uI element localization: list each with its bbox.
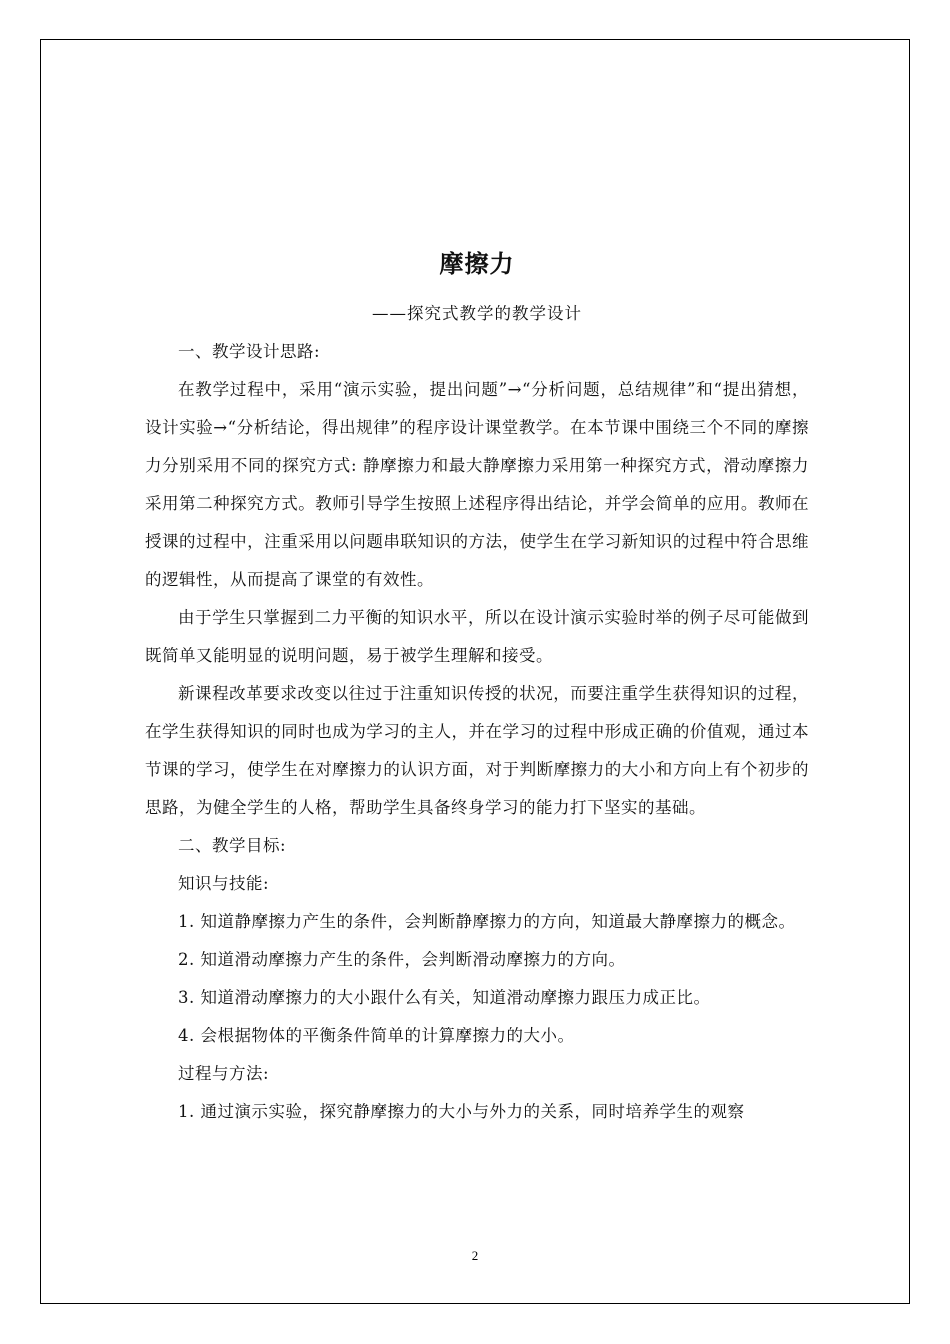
document-subtitle: ——探究式教学的教学设计 xyxy=(372,304,582,323)
section-heading: 一、教学设计思路: xyxy=(178,342,321,361)
list-item: 1. 通过演示实验，探究静摩擦力的大小与外力的关系，同时培养学生的观察 xyxy=(178,1102,745,1121)
paragraph: 新课程改革要求改变以往过于注重知识传授的状况，而要注重学生获得知识的过程，在学生获得知识的同时也成为学习的主人，并在学习的过程中形成正确的价值观，通过本节课的学习，使学生在对摩擦力的认识方面，对于判断摩擦力的大小和方向上有个初步的思路，为健全学生的人格，帮助学生具备终身学习的能力打下坚实的基础。 xyxy=(145,684,809,817)
list-item: 2. 知道滑动摩擦力产生的条件，会判断滑动摩擦力的方向。 xyxy=(178,950,626,969)
document-text xyxy=(145,333,809,1131)
list-item: 4. 会根据物体的平衡条件简单的计算摩擦力的大小。 xyxy=(178,1026,575,1045)
list-item: 3. 知道滑动摩擦力的大小跟什么有关，知道滑动摩擦力跟压力成正比。 xyxy=(178,988,711,1007)
subsection-heading: 知识与技能: xyxy=(178,874,270,893)
document-title: 摩擦力 xyxy=(439,250,515,278)
section-heading: 二、教学目标: xyxy=(178,836,287,855)
paragraph: 在教学过程中，采用“演示实验，提出问题”→“分析问题，总结规律”和“提出猜想，设计实验→“分析结论，得出规律”的程序设计课堂教学。在本节课中围绕三个不同的摩擦力分别采用不同的探究方式: 静摩擦力和最大静摩擦力采用第一种探究方式，滑动摩擦力采用第二种探究方式。教师引导学生按照上述程序得出结论，并学会简单的应用。教师在授课的过程中，注重采用以问题串联知识的方法，使学生在学习新知识的过程中符合思维的逻辑性，从而提高了课堂的有效性。 xyxy=(145,380,809,589)
paragraph: 由于学生只掌握到二力平衡的知识水平，所以在设计演示实验时举的例子尽可能做到既简单又能明显的说明问题，易于被学生理解和接受。 xyxy=(145,608,809,665)
list-item: 1. 知道静摩擦力产生的条件，会判断静摩擦力的方向，知道最大静摩擦力的概念。 xyxy=(178,912,796,931)
subsection-heading: 过程与方法: xyxy=(178,1064,270,1083)
page-number: 2 xyxy=(471,1248,479,1263)
